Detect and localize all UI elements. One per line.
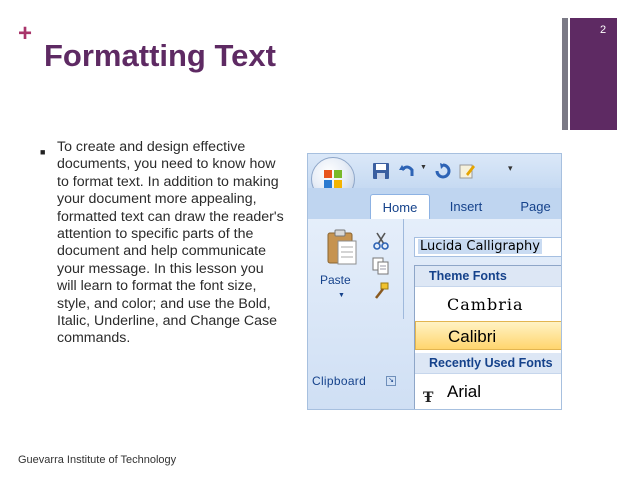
recent-fonts-header: Recently Used Fonts [415, 353, 562, 374]
accent-bar-thin [562, 18, 568, 130]
save-icon[interactable] [372, 162, 390, 180]
page-number: 2 [600, 24, 607, 36]
truetype-icon: Ŧ [423, 390, 434, 406]
undo-icon[interactable] [398, 162, 416, 180]
ribbon-tabs [308, 188, 562, 220]
copy-icon[interactable] [372, 257, 390, 275]
clipboard-group-label: Clipboard [312, 374, 367, 388]
font-dropdown-list [414, 265, 562, 410]
paste-icon[interactable] [326, 228, 358, 266]
font-item-arial-label: Arial [447, 382, 482, 401]
quick-access-toolbar [308, 154, 562, 188]
bullet-text: To create and design effective documents, you need to know how to format text. In addition to making your document more appealing, formatted text can draw the reader's attention to specific parts of the document and help communicate your message. In this lesson you will learn to format the font size, style, and color; and use the Bold, Italic, Underline, and Change Case commands. [57, 139, 284, 347]
office-logo-icon [323, 169, 343, 189]
redo-icon[interactable] [434, 162, 452, 180]
ribbon-screenshot [307, 153, 562, 410]
font-item-calibri[interactable]: Calibri [415, 321, 562, 350]
undo-dropdown-icon[interactable]: ▼ [420, 164, 427, 171]
paste-button-label[interactable]: Paste [320, 273, 351, 287]
format-painter-icon[interactable] [372, 282, 390, 300]
tab-insert[interactable]: Insert [449, 199, 483, 214]
accent-bar [570, 18, 617, 130]
font-name-box[interactable] [414, 237, 562, 257]
plus-mark: + [18, 20, 33, 47]
clipboard-launcher-icon[interactable]: ↘ [386, 376, 396, 386]
customize-qat-icon[interactable]: ▾ [508, 163, 513, 173]
slide-title: Formatting Text [44, 38, 276, 73]
tab-page-layout[interactable]: Page [520, 199, 551, 214]
paste-dropdown-icon[interactable]: ▼ [338, 292, 345, 299]
font-item-arial[interactable] [415, 377, 562, 406]
font-name-value: Lucida Calligraphy [420, 239, 540, 254]
bullet-icon: ■ [40, 147, 46, 157]
tab-home[interactable]: Home [370, 194, 430, 221]
font-item-cambria[interactable]: Cambria [447, 295, 524, 314]
group-separator [403, 219, 404, 319]
theme-fonts-header: Theme Fonts [415, 266, 562, 287]
quick-edit-icon[interactable] [458, 162, 476, 180]
footer: Guevarra Institute of Technology [18, 454, 177, 466]
cut-icon[interactable] [372, 232, 390, 250]
